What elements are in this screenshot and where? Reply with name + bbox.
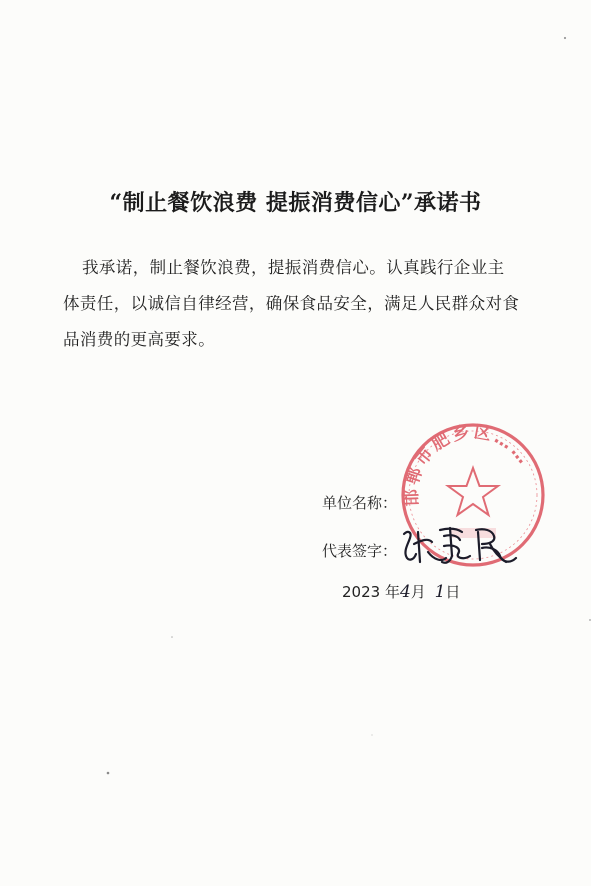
unit-name-label: 单位名称： [322, 494, 398, 512]
date-day-handwritten: 1 [434, 582, 446, 602]
date-month-unit: 月 [410, 583, 426, 601]
date-month-handwritten: 4 [399, 582, 411, 602]
pledge-line-1: 我承诺，制止餐饮浪费，提振消费信心。认真践行企业主 [82, 258, 505, 277]
signature-label: 代表签字： [322, 542, 398, 560]
svg-text:邯郸市肥乡区…… [401, 421, 535, 506]
pledge-line-2: 体责任，以诚信自律经营，确保食品安全，满足人民群众对食 [63, 294, 520, 313]
date-day-unit: 日 [445, 583, 461, 601]
date-line [342, 581, 460, 602]
document-title: “制止餐饮浪费 提振消费信心”承诺书 [109, 190, 482, 216]
pledge-body [63, 250, 552, 358]
pledge-line-3: 品消费的更高要求。 [63, 330, 216, 349]
seal-ring-text: 邯郸市肥乡区…… [401, 422, 535, 507]
date-year: 2023 年 [342, 583, 400, 601]
handwritten-signature-icon [398, 522, 520, 572]
